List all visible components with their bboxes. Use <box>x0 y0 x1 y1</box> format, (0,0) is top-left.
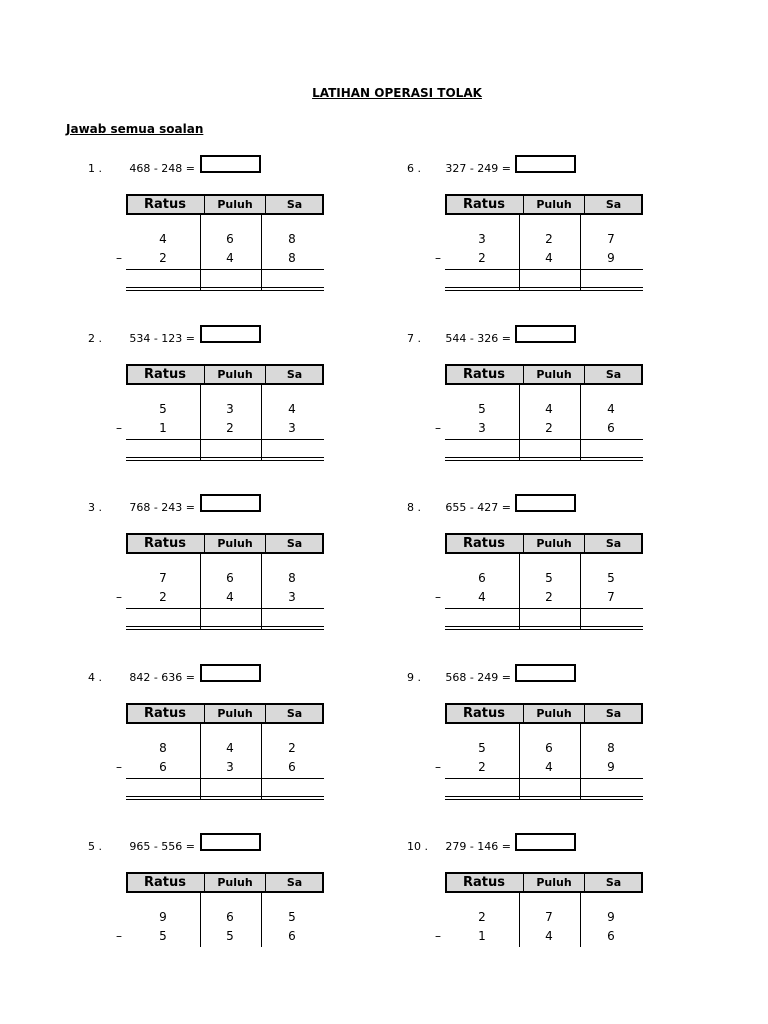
column-divider <box>519 724 520 799</box>
column-divider <box>580 385 581 460</box>
minuend-digit: 6 <box>226 232 234 246</box>
subtrahend-digit: 3 <box>226 760 234 774</box>
place-value-table <box>435 364 643 459</box>
header-puluh: Puluh <box>523 535 584 552</box>
subtrahend-digit: 2 <box>545 421 553 435</box>
header-puluh: Puluh <box>523 705 584 722</box>
answer-box[interactable] <box>515 325 576 343</box>
header-puluh: Puluh <box>204 705 265 722</box>
subtrahend-digit: 2 <box>159 251 167 265</box>
problem-9 <box>0 666 768 826</box>
problem-expression: 534 - 123 = <box>129 332 195 345</box>
column-divider <box>580 724 581 799</box>
subtrahend-digit: 6 <box>288 929 296 943</box>
problem-expression: 842 - 636 = <box>129 671 195 684</box>
minus-sign: – <box>435 590 441 604</box>
minuend-digit: 4 <box>226 741 234 755</box>
minuend-digit: 4 <box>545 402 553 416</box>
result-line <box>445 439 643 440</box>
minus-sign: – <box>116 251 122 265</box>
column-divider <box>580 215 581 290</box>
place-value-table <box>435 703 643 798</box>
header-sa: Sa <box>265 196 323 213</box>
double-underline <box>445 796 643 797</box>
minus-sign: – <box>435 251 441 265</box>
subtrahend-digit: 5 <box>226 929 234 943</box>
header-ratus: Ratus <box>463 536 505 551</box>
header-sa: Sa <box>265 705 323 722</box>
problem-number: 9 . <box>407 671 421 684</box>
header-ratus: Ratus <box>144 875 186 890</box>
header-ratus: Ratus <box>463 706 505 721</box>
worksheet-title: LATIHAN OPERASI TOLAK <box>312 86 482 100</box>
minuend-digit: 8 <box>159 741 167 755</box>
minuend-digit: 7 <box>159 571 167 585</box>
table-header <box>445 533 643 554</box>
result-line <box>445 608 643 609</box>
result-line <box>445 778 643 779</box>
subtrahend-digit: 4 <box>226 590 234 604</box>
answer-box[interactable] <box>515 155 576 173</box>
minuend-digit: 2 <box>478 910 486 924</box>
header-sa: Sa <box>265 874 323 891</box>
subtrahend-digit: 7 <box>607 590 615 604</box>
subtrahend-digit: 2 <box>159 590 167 604</box>
header-puluh: Puluh <box>204 874 265 891</box>
header-sa: Sa <box>584 196 642 213</box>
column-divider <box>519 893 520 947</box>
double-underline <box>445 290 643 291</box>
answer-box[interactable] <box>515 664 576 682</box>
double-underline <box>445 460 643 461</box>
place-value-table <box>435 194 643 289</box>
minus-sign: – <box>116 929 122 943</box>
double-underline <box>445 287 643 288</box>
problem-expression: 965 - 556 = <box>129 840 195 853</box>
subtrahend-digit: 9 <box>607 251 615 265</box>
header-sa: Sa <box>584 874 642 891</box>
problem-number: 1 . <box>88 162 102 175</box>
subtrahend-digit: 3 <box>288 421 296 435</box>
minus-sign: – <box>116 421 122 435</box>
subtrahend-digit: 4 <box>478 590 486 604</box>
header-sa: Sa <box>265 366 323 383</box>
header-sa: Sa <box>584 366 642 383</box>
place-value-table <box>435 872 643 967</box>
problem-number: 7 . <box>407 332 421 345</box>
minuend-digit: 9 <box>159 910 167 924</box>
minuend-digit: 5 <box>288 910 296 924</box>
table-header <box>445 364 643 385</box>
subtrahend-digit: 3 <box>288 590 296 604</box>
problem-expression: 568 - 249 = <box>445 671 511 684</box>
problem-8 <box>0 496 768 656</box>
header-puluh: Puluh <box>523 366 584 383</box>
header-sa: Sa <box>584 705 642 722</box>
problem-number: 2 . <box>88 332 102 345</box>
header-puluh: Puluh <box>523 196 584 213</box>
subtrahend-digit: 9 <box>607 760 615 774</box>
minuend-digit: 3 <box>478 232 486 246</box>
minuend-digit: 5 <box>478 741 486 755</box>
minus-sign: – <box>435 929 441 943</box>
problem-number: 3 . <box>88 501 102 514</box>
minuend-digit: 9 <box>607 910 615 924</box>
header-ratus: Ratus <box>144 536 186 551</box>
minus-sign: – <box>435 421 441 435</box>
minuend-digit: 7 <box>545 910 553 924</box>
problem-expression: 327 - 249 = <box>445 162 511 175</box>
double-underline <box>445 629 643 630</box>
subtrahend-digit: 6 <box>607 421 615 435</box>
header-puluh: Puluh <box>204 535 265 552</box>
problem-number: 6 . <box>407 162 421 175</box>
minuend-digit: 8 <box>607 741 615 755</box>
subtrahend-digit: 4 <box>545 760 553 774</box>
minuend-digit: 3 <box>226 402 234 416</box>
table-header <box>445 872 643 893</box>
minuend-digit: 6 <box>545 741 553 755</box>
header-ratus: Ratus <box>144 197 186 212</box>
column-divider <box>519 385 520 460</box>
table-header <box>445 194 643 215</box>
table-header <box>445 703 643 724</box>
problem-number: 5 . <box>88 840 102 853</box>
column-divider <box>519 554 520 629</box>
minuend-digit: 8 <box>288 232 296 246</box>
minuend-digit: 5 <box>478 402 486 416</box>
minuend-digit: 5 <box>607 571 615 585</box>
subtrahend-digit: 3 <box>478 421 486 435</box>
column-divider <box>580 554 581 629</box>
column-divider <box>519 215 520 290</box>
header-ratus: Ratus <box>463 197 505 212</box>
column-divider <box>580 893 581 947</box>
problem-6 <box>0 157 768 317</box>
answer-box[interactable] <box>515 494 576 512</box>
subtrahend-digit: 1 <box>159 421 167 435</box>
subtrahend-digit: 4 <box>226 251 234 265</box>
subtrahend-digit: 2 <box>545 590 553 604</box>
subtrahend-digit: 6 <box>607 929 615 943</box>
minus-sign: – <box>435 760 441 774</box>
subtrahend-digit: 1 <box>478 929 486 943</box>
minuend-digit: 4 <box>159 232 167 246</box>
minuend-digit: 4 <box>288 402 296 416</box>
minuend-digit: 6 <box>226 571 234 585</box>
minuend-digit: 2 <box>288 741 296 755</box>
result-line <box>445 269 643 270</box>
minus-sign: – <box>116 760 122 774</box>
minuend-digit: 7 <box>607 232 615 246</box>
minuend-digit: 4 <box>607 402 615 416</box>
header-puluh: Puluh <box>204 366 265 383</box>
header-ratus: Ratus <box>463 875 505 890</box>
subtrahend-digit: 4 <box>545 251 553 265</box>
subtrahend-digit: 6 <box>159 760 167 774</box>
problem-expression: 655 - 427 = <box>445 501 511 514</box>
minuend-digit: 8 <box>288 571 296 585</box>
minuend-digit: 6 <box>478 571 486 585</box>
double-underline <box>445 626 643 627</box>
problem-expression: 468 - 248 = <box>129 162 195 175</box>
subtrahend-digit: 6 <box>288 760 296 774</box>
minuend-digit: 5 <box>545 571 553 585</box>
header-puluh: Puluh <box>523 874 584 891</box>
header-ratus: Ratus <box>144 706 186 721</box>
header-ratus: Ratus <box>463 367 505 382</box>
minuend-digit: 6 <box>226 910 234 924</box>
header-ratus: Ratus <box>144 367 186 382</box>
problem-expression: 768 - 243 = <box>129 501 195 514</box>
subtrahend-digit: 2 <box>226 421 234 435</box>
double-underline <box>445 457 643 458</box>
minuend-digit: 2 <box>545 232 553 246</box>
problem-10 <box>0 835 768 995</box>
answer-box[interactable] <box>515 833 576 851</box>
subtrahend-digit: 5 <box>159 929 167 943</box>
place-value-table <box>435 533 643 628</box>
problem-7 <box>0 327 768 487</box>
header-puluh: Puluh <box>204 196 265 213</box>
header-sa: Sa <box>584 535 642 552</box>
header-sa: Sa <box>265 535 323 552</box>
subtrahend-digit: 2 <box>478 251 486 265</box>
problem-number: 10 . <box>407 840 428 853</box>
instruction-text: Jawab semua soalan <box>66 122 204 136</box>
double-underline <box>445 799 643 800</box>
problem-number: 4 . <box>88 671 102 684</box>
problem-number: 8 . <box>407 501 421 514</box>
minuend-digit: 5 <box>159 402 167 416</box>
problem-expression: 279 - 146 = <box>445 840 511 853</box>
problem-expression: 544 - 326 = <box>445 332 511 345</box>
subtrahend-digit: 4 <box>545 929 553 943</box>
subtrahend-digit: 2 <box>478 760 486 774</box>
minus-sign: – <box>116 590 122 604</box>
subtrahend-digit: 8 <box>288 251 296 265</box>
